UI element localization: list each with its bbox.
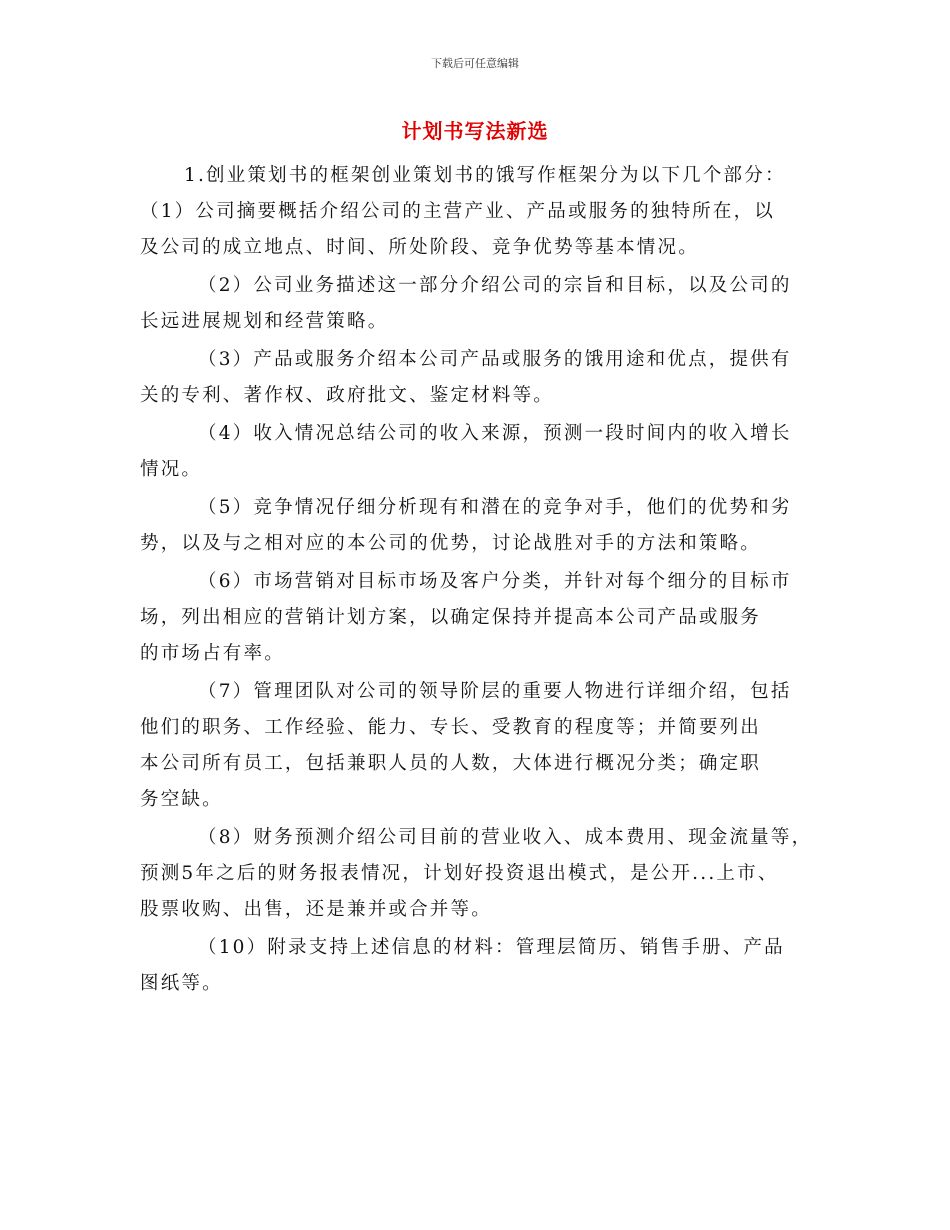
paragraph-line: （4）收入情况总结公司的收入来源，预测一段时间内的收入增长 <box>198 423 792 444</box>
paragraph-line: 务空缺。 <box>140 789 223 810</box>
paragraph-line: 他们的职务、工作经验、能力、专长、受教育的程度等；并简要列出 <box>140 717 762 738</box>
paragraph-4 <box>140 416 808 488</box>
paragraph-line: 长远进展规划和经营策略。 <box>140 311 389 332</box>
paragraph-7 <box>140 674 808 818</box>
paragraph-line: 1.创业策划书的框架创业策划书的饿写作框架分为以下几个部分： <box>184 165 786 186</box>
paragraph-1 <box>140 158 808 266</box>
paragraph-3 <box>140 342 808 414</box>
paragraph-line: （7）管理团队对公司的领导阶层的重要人物进行详细介绍，包括 <box>198 681 792 702</box>
paragraph-2 <box>140 268 808 340</box>
paragraph-line: （6）市场营销对目标市场及客户分类，并针对每个细分的目标市 <box>198 571 792 592</box>
header-note: 下载后可任意编辑 <box>431 57 519 70</box>
paragraph-line: 的市场占有率。 <box>140 643 285 664</box>
paragraph-line: 场，列出相应的营销计划方案，以确定保持并提高本公司产品或服务 <box>140 607 762 628</box>
paragraph-10 <box>140 930 808 1002</box>
document-body <box>140 158 813 1002</box>
paragraph-6 <box>140 564 808 672</box>
paragraph-5 <box>140 490 808 562</box>
paragraph-line: （10）附录支持上述信息的材料：管理层简历、销售手册、产品 <box>198 937 785 958</box>
document-title: 计划书写法新选 <box>401 119 549 143</box>
paragraph-line: 及公司的成立地点、时间、所处阶段、竞争优势等基本情况。 <box>140 237 699 258</box>
paragraph-line: 股票收购、出售，还是兼并或合并等。 <box>140 899 492 920</box>
paragraph-line: （8）财务预测介绍公司目前的营业收入、成本费用、现金流量等， <box>198 827 813 848</box>
paragraph-line: 预测5年之后的财务报表情况，计划好投资退出模式，是公开...上市、 <box>140 863 779 884</box>
paragraph-line: 关的专利、著作权、政府批文、鉴定材料等。 <box>140 385 555 406</box>
paragraph-line: 势，以及与之相对应的本公司的优势，讨论战胜对手的方法和策略。 <box>140 533 762 554</box>
paragraph-line: （2）公司业务描述这一部分介绍公司的宗旨和目标，以及公司的 <box>198 275 792 296</box>
paragraph-line: （5）竞争情况仔细分析现有和潜在的竞争对手，他们的优势和劣 <box>198 497 792 518</box>
paragraph-8 <box>140 820 813 928</box>
paragraph-line: （3）产品或服务介绍本公司产品或服务的饿用途和优点，提供有 <box>198 349 792 370</box>
paragraph-line: 本公司所有员工，包括兼职人员的人数，大体进行概况分类；确定职 <box>140 753 762 774</box>
paragraph-line: 情况。 <box>140 459 203 480</box>
paragraph-line: 图纸等。 <box>140 973 223 994</box>
paragraph-line: （1）公司摘要概括介绍公司的主营产业、产品或服务的独特所在，以 <box>140 201 775 222</box>
